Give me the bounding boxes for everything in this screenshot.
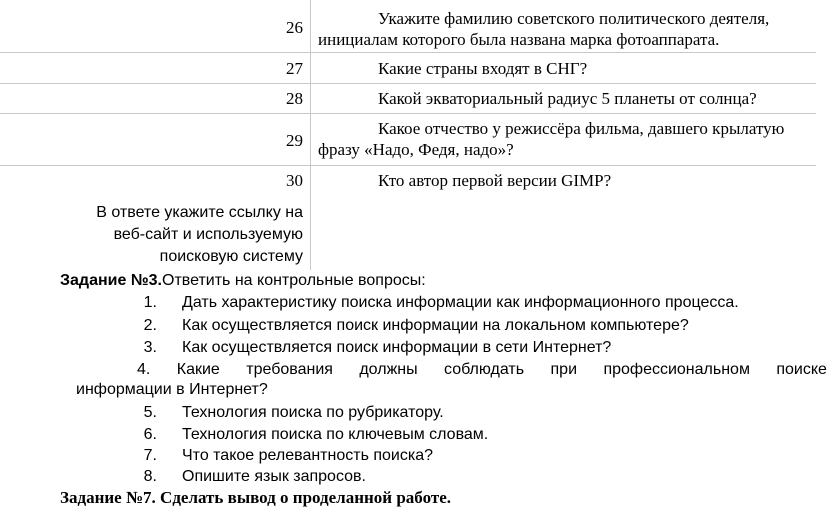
- task3-title-rest: Ответить на контрольные вопросы:: [162, 272, 426, 289]
- table-column-divider: [310, 0, 311, 270]
- question-text: Какой экваториальный радиус 5 планеты от солнца?: [378, 89, 757, 108]
- task3-title-bold: Задание №3.: [60, 272, 162, 289]
- row-number: 27: [286, 59, 303, 78]
- row-number: 26: [286, 18, 303, 37]
- task7-title: Задание №7. Сделать вывод о проделанной работе.: [60, 488, 452, 507]
- row-number: 30: [286, 171, 303, 190]
- question-text: Кто автор первой версии GIMP?: [378, 171, 612, 190]
- row-number: 28: [286, 89, 303, 108]
- question-text: Какие страны входят в СНГ?: [378, 59, 588, 78]
- table-row-divider: [0, 165, 816, 166]
- question-text: Укажите фамилию советского политического деятеля,: [378, 9, 770, 28]
- list-item-justified: 4. Какие требования должны соблюдать при профессиональном поиске: [137, 361, 827, 378]
- row-number: 29: [286, 131, 303, 150]
- answer-note-line: веб-сайт и используемую: [113, 226, 303, 243]
- answer-note-line: поисковую систему: [159, 248, 303, 265]
- list-item-continuation: информации в Интернет?: [76, 381, 268, 398]
- question-text: Какое отчество у режиссёра фильма, давшего крылатую: [378, 119, 785, 138]
- question-text-cont: фразу «Надо, Федя, надо»?: [318, 140, 514, 159]
- answer-note: [23, 202, 303, 268]
- task3-title: [60, 271, 426, 291]
- table-row-divider: [0, 52, 816, 53]
- table-row-divider: [0, 113, 816, 114]
- answer-note-line: В ответе укажите ссылку на: [96, 204, 303, 221]
- question-text-cont: инициалам которого была названа марка фотоаппарата.: [318, 30, 720, 49]
- table-row-divider: [0, 83, 816, 84]
